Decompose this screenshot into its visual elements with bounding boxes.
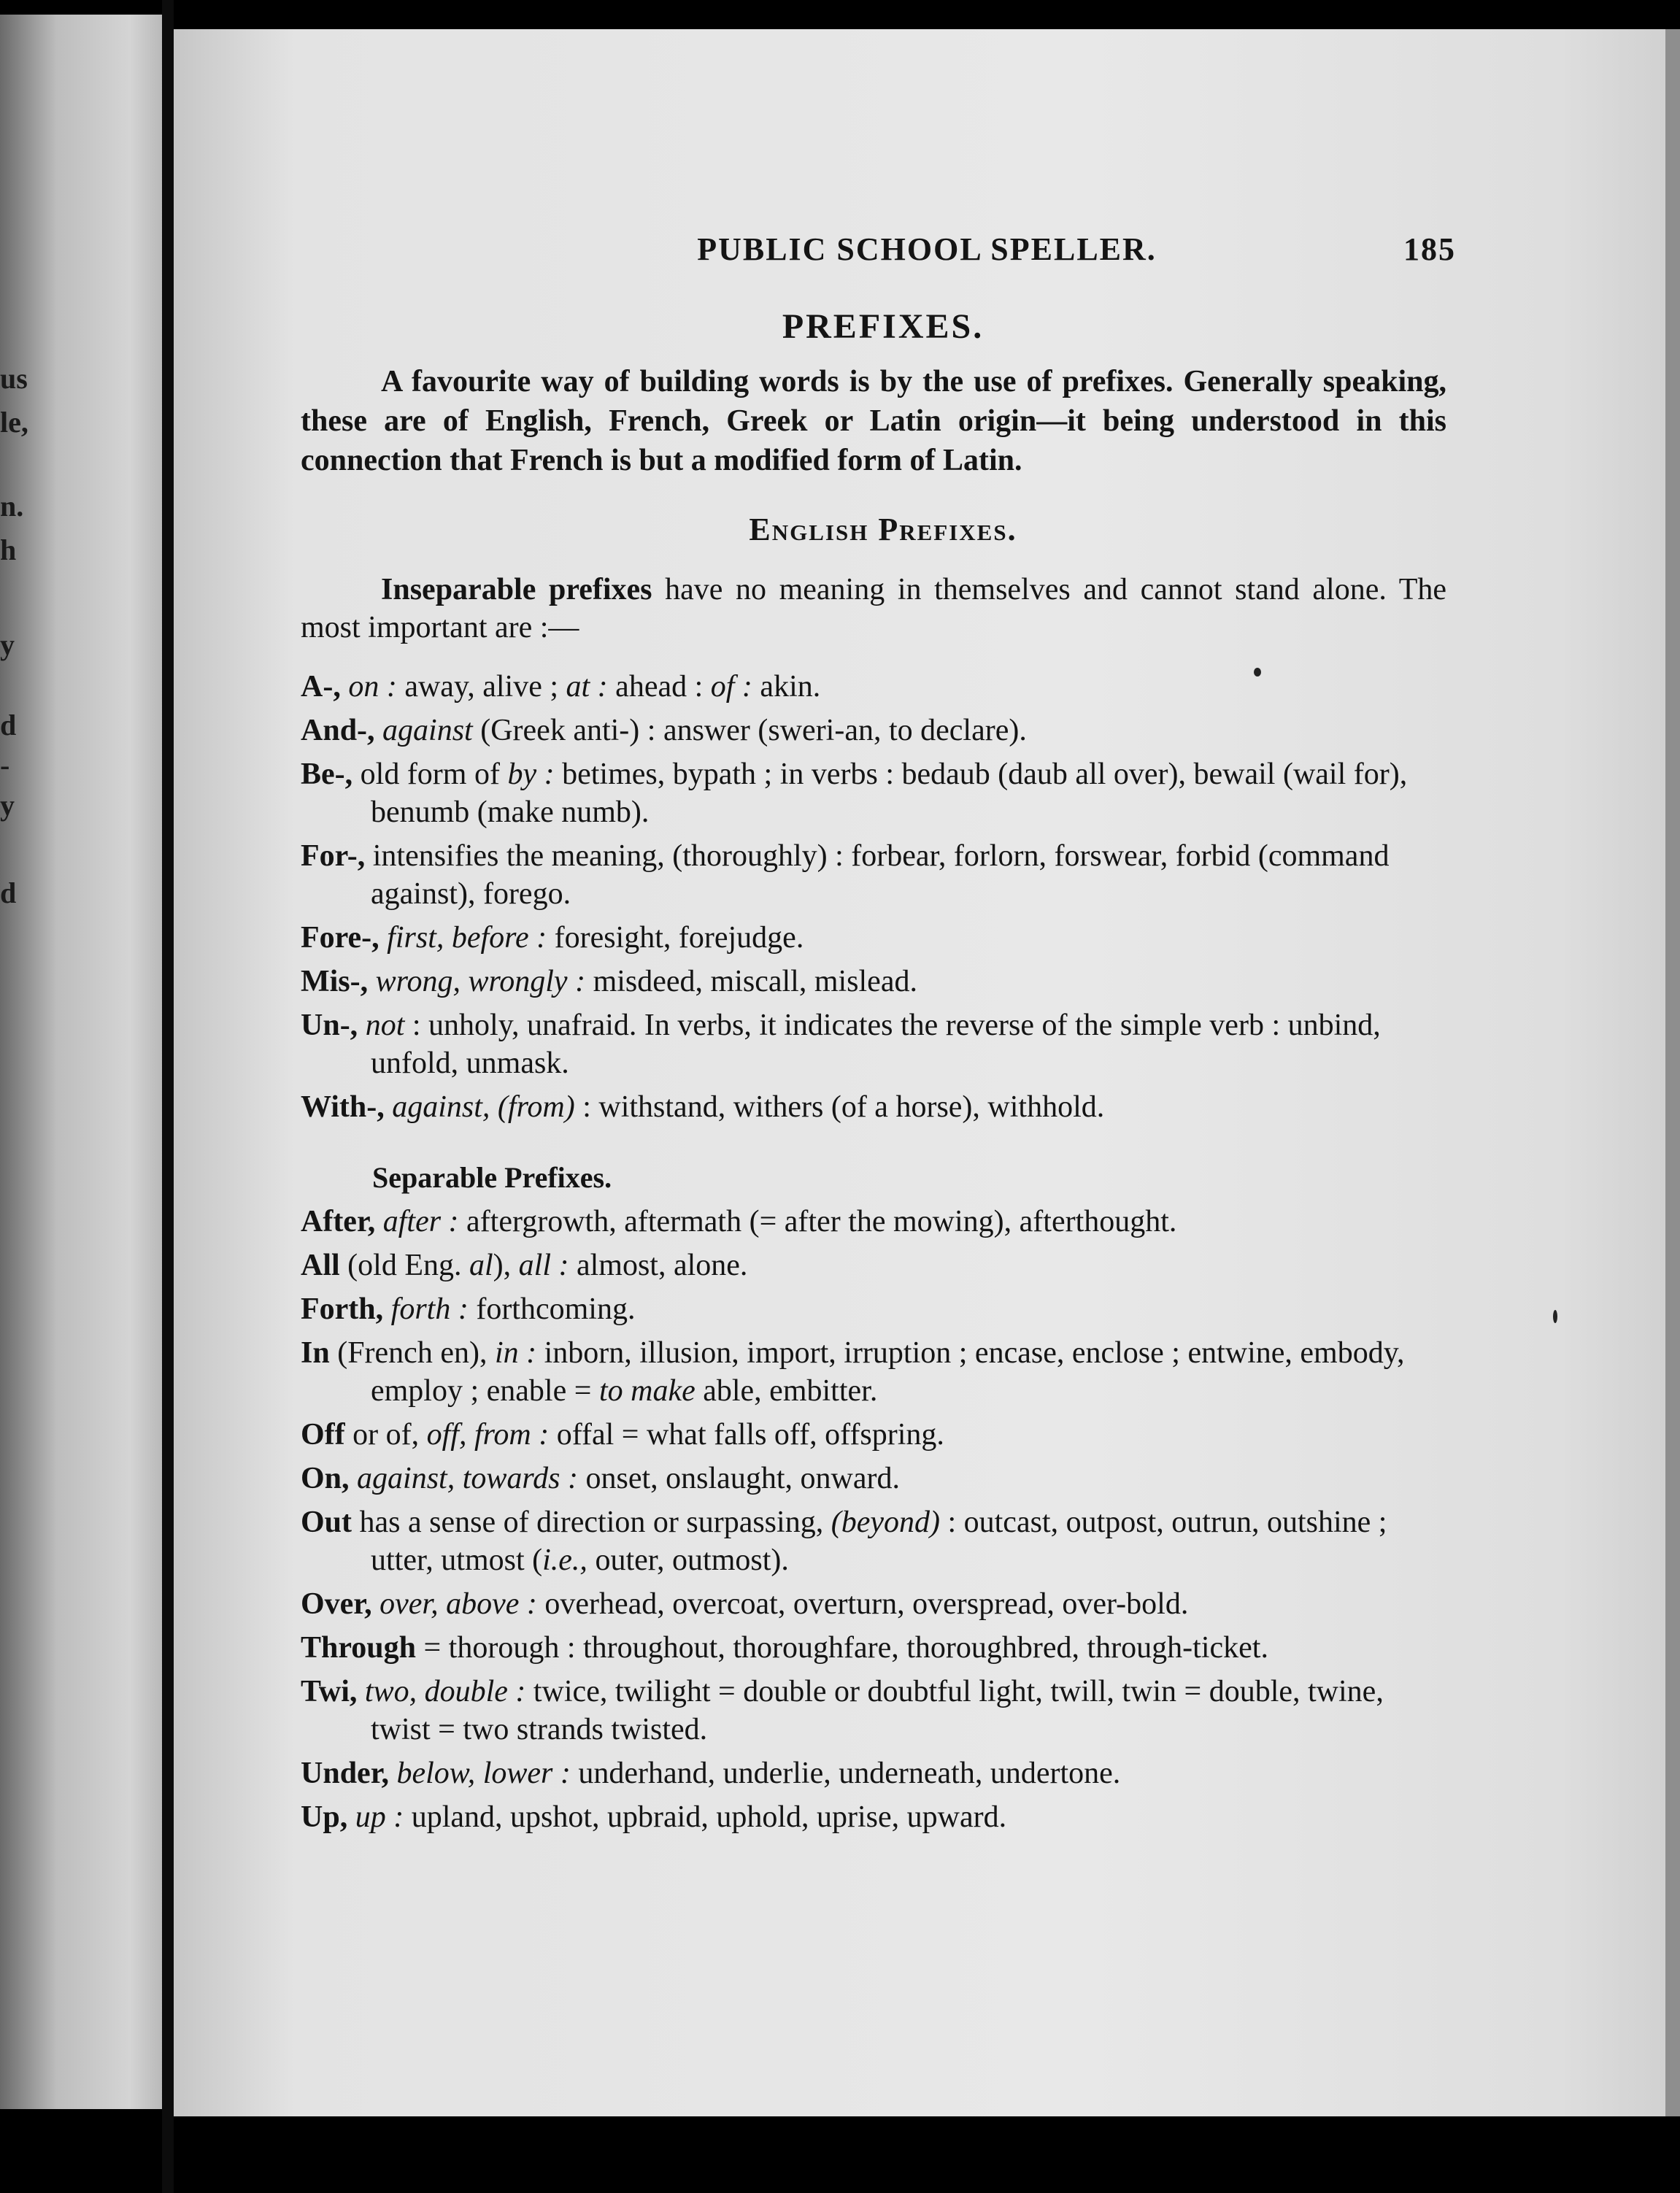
prefix-meaning: first, before : xyxy=(379,921,547,955)
prefix-examples: ahead : xyxy=(607,670,711,704)
prefix-entry xyxy=(301,1754,1446,1792)
facing-page-fragment: h xyxy=(0,533,17,566)
prefix-examples: underhand, underlie, underneath, undertone. xyxy=(570,1757,1121,1790)
prefix-examples: or of, xyxy=(344,1418,427,1452)
section-heading-separable-prefixes: Separable Prefixes. xyxy=(372,1161,612,1194)
prefix-examples: able, embitter. xyxy=(695,1374,878,1408)
prefix-examples: old form of xyxy=(352,758,508,791)
prefix-entry xyxy=(301,1246,1446,1284)
prefix-examples: offal = what falls off, offspring. xyxy=(549,1418,944,1452)
page-title: PREFIXES. xyxy=(782,307,985,346)
prefix-meaning: on : xyxy=(340,670,397,704)
prefix-examples: outer, outmost). xyxy=(587,1543,789,1577)
prefix-examples: forthcoming. xyxy=(468,1292,636,1326)
prefix-entry xyxy=(301,755,1446,831)
prefix-entry xyxy=(301,963,1446,1001)
prefix-term: Forth, xyxy=(301,1292,384,1326)
prefix-entry xyxy=(301,1629,1446,1667)
prefix-term: After, xyxy=(301,1205,376,1238)
prefix-entry xyxy=(301,1006,1446,1082)
prefix-meaning: all : xyxy=(518,1249,569,1282)
prefix-term: A-, xyxy=(301,670,341,704)
prefix-term: Off xyxy=(301,1418,345,1452)
prefix-entry xyxy=(301,1203,1446,1241)
prefix-meaning: over, above : xyxy=(371,1587,537,1621)
prefix-meaning: against, towards : xyxy=(349,1462,579,1495)
prefix-term: Be-, xyxy=(301,758,353,791)
prefix-meaning: below, lower : xyxy=(388,1757,571,1790)
prefix-meaning: (beyond) xyxy=(831,1506,940,1539)
prefix-meaning: forth : xyxy=(383,1292,469,1326)
separable-prefix-list xyxy=(301,1203,1446,1842)
prefix-meaning: to make xyxy=(598,1374,695,1408)
facing-page-fragment: us xyxy=(0,362,28,395)
prefix-examples: akin. xyxy=(752,670,821,704)
prefix-examples: inborn, illusion, import, irruption ; encase, enclose ; entwine, embody, employ ; enable = xyxy=(371,1336,1405,1408)
running-head-title: PUBLIC SCHOOL SPELLER. xyxy=(697,231,1157,267)
inseparable-lead: Inseparable prefixes xyxy=(381,573,652,606)
book-gutter xyxy=(162,0,174,2193)
prefix-meaning: two, double : xyxy=(357,1675,526,1708)
prefix-examples: : unholy, unafraid. In verbs, it indicates the reverse of the simple verb : unbind, unfold, unmask. xyxy=(371,1009,1381,1080)
prefix-examples: (old Eng. xyxy=(339,1249,469,1282)
prefix-entry xyxy=(301,1334,1446,1410)
prefix-meaning: not xyxy=(358,1009,405,1042)
prefix-entry xyxy=(301,1673,1446,1749)
section-heading-english-prefixes: English Prefixes. xyxy=(749,512,1017,547)
facing-page-edge xyxy=(0,15,162,2109)
prefix-meaning: against xyxy=(374,714,473,747)
prefix-examples: : withstand, withers (of a horse), withhold. xyxy=(574,1090,1105,1124)
prefix-term: For-, xyxy=(301,839,366,873)
running-head xyxy=(467,231,1525,268)
prefix-examples: ), xyxy=(493,1249,519,1282)
prefix-entry xyxy=(301,668,1446,706)
prefix-examples: intensifies the meaning, (thoroughly) : forbear, forlorn, forswear, forbid (command against), forego. xyxy=(365,839,1390,911)
prefix-meaning: al xyxy=(469,1249,493,1282)
facing-page-fragment: le, xyxy=(0,406,28,439)
facing-page-fragment: d xyxy=(0,876,17,909)
prefix-examples: twice, twilight = double or doubtful light, twill, twin = double, twine, twist = two strands twisted. xyxy=(371,1675,1384,1746)
prefix-term: All xyxy=(301,1249,340,1282)
prefix-examples: away, alive ; xyxy=(396,670,566,704)
prefix-examples: upland, upshot, upbraid, uphold, uprise, upward. xyxy=(404,1800,1007,1834)
prefix-examples: betimes, bypath ; in verbs : bedaub (daub all over), bewail (wail for), benumb (make numb). xyxy=(371,758,1408,829)
prefix-meaning: up : xyxy=(347,1800,404,1834)
prefix-meaning: i.e., xyxy=(542,1543,587,1577)
facing-page-fragment: y xyxy=(0,628,15,661)
prefix-entry xyxy=(301,1290,1446,1328)
print-speck xyxy=(1254,668,1261,677)
prefix-term: Under, xyxy=(301,1757,389,1790)
inseparable-prefix-list xyxy=(301,668,1446,1132)
prefix-meaning: by : xyxy=(507,758,555,791)
print-speck xyxy=(1553,1310,1557,1323)
prefix-entry xyxy=(301,1503,1446,1579)
prefix-term: With-, xyxy=(301,1090,385,1124)
prefix-examples: = thorough : throughout, thoroughfare, thoroughbred, through-ticket. xyxy=(415,1631,1268,1665)
page-number: 185 xyxy=(1403,231,1456,267)
prefix-term: And-, xyxy=(301,714,375,747)
prefix-meaning: against, (from) xyxy=(384,1090,575,1124)
prefix-meaning: wrong, wrongly : xyxy=(368,965,586,998)
facing-page-fragment: - xyxy=(0,749,10,782)
prefix-examples: (French en), xyxy=(329,1336,495,1370)
prefix-entry xyxy=(301,1460,1446,1498)
intro-paragraph xyxy=(301,362,1446,480)
prefix-examples: (Greek anti-) : answer (sweri-an, to declare). xyxy=(472,714,1027,747)
prefix-term: Over, xyxy=(301,1587,372,1621)
prefix-term: Out xyxy=(301,1506,352,1539)
prefix-examples: onset, onslaught, onward. xyxy=(578,1462,900,1495)
prefix-meaning: in : xyxy=(494,1336,537,1370)
prefix-meaning: after : xyxy=(375,1205,459,1238)
prefix-examples: foresight, forejudge. xyxy=(547,921,804,955)
prefix-term: In xyxy=(301,1336,330,1370)
prefix-entry xyxy=(301,1416,1446,1454)
prefix-entry xyxy=(301,1798,1446,1836)
prefix-examples: : outcast, outpost, outrun, outshine ; utter, utmost ( xyxy=(371,1506,1387,1577)
page-edge xyxy=(1665,29,1680,2116)
prefix-term: Through xyxy=(301,1631,416,1665)
inseparable-intro xyxy=(301,571,1446,647)
facing-page-fragment: n. xyxy=(0,490,24,523)
inseparable-rest: have no meaning in themselves and cannot stand alone. The most important are :— xyxy=(301,573,1446,644)
prefix-term: Mis-, xyxy=(301,965,369,998)
prefix-entry xyxy=(301,712,1446,749)
prefix-examples: has a sense of direction or surpassing, xyxy=(352,1506,831,1539)
prefix-meaning: of : xyxy=(710,670,752,704)
prefix-examples: almost, alone. xyxy=(569,1249,748,1282)
prefix-examples: misdeed, miscall, mislead. xyxy=(585,965,917,998)
prefix-term: On, xyxy=(301,1462,350,1495)
intro-text: A favourite way of building words is by the use of prefixes. Generally speaking, these are of English, French, Greek or Latin origin—it being understood in this connection that French is but a modified form of Latin. xyxy=(301,365,1446,477)
prefix-term: Un-, xyxy=(301,1009,358,1042)
prefix-entry xyxy=(301,1088,1446,1126)
prefix-entry xyxy=(301,837,1446,913)
prefix-examples: aftergrowth, aftermath (= after the mowing), afterthought. xyxy=(458,1205,1177,1238)
prefix-entry xyxy=(301,919,1446,957)
facing-page-fragment: y xyxy=(0,789,15,822)
prefix-term: Fore-, xyxy=(301,921,379,955)
prefix-term: Twi, xyxy=(301,1675,358,1708)
facing-page-fragment: d xyxy=(0,709,17,741)
prefix-meaning: off, from : xyxy=(426,1418,550,1452)
prefix-meaning: at : xyxy=(566,670,608,704)
prefix-examples: overhead, overcoat, overturn, overspread, over-bold. xyxy=(536,1587,1189,1621)
prefix-entry xyxy=(301,1585,1446,1623)
prefix-term: Up, xyxy=(301,1800,348,1834)
